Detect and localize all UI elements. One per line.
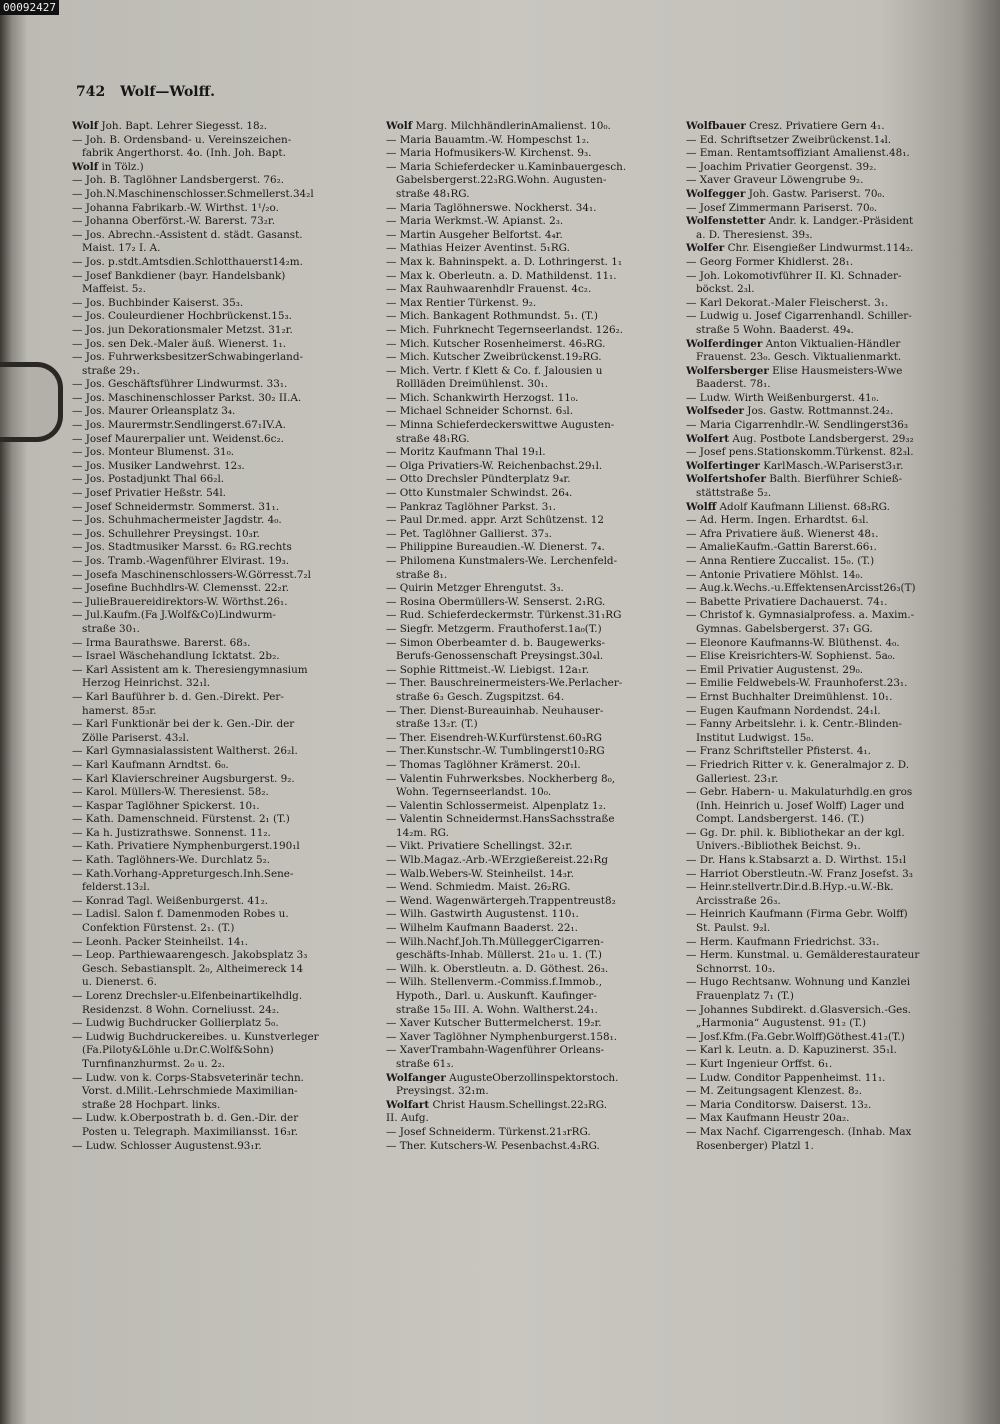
directory-entry-line: — Karl Bauführer b. d. Gen.-Direkt. Per- — [72, 690, 284, 703]
directory-entry-line: — Eugen Kaufmann Nordendst. 24₁l. — [686, 704, 881, 717]
directory-entry-line: — Jos. Stadtmusiker Marsst. 6₂ RG.rechts — [72, 541, 292, 554]
directory-column-3 — [686, 120, 986, 1153]
directory-entry-line: 14₂m. RG. — [396, 826, 449, 839]
directory-entry-line: Gesch. Sebastiansplt. 2₀, Altheimereck 14 — [82, 962, 304, 975]
directory-entry-line: — Joh. B. Taglöhner Landsbergerst. 76₂. — [72, 174, 285, 187]
directory-entry-line: — Karl k. Leutn. a. D. Kapuzinerst. 35₁l. — [686, 1044, 897, 1057]
directory-entry-line: — Mich. Bankagent Rothmundst. 5₁. (T.) — [386, 310, 598, 323]
directory-entry-line: Wolfegger Joh. Gastw. Pariserst. 70₀. — [686, 187, 885, 200]
directory-entry-line: — Paul Dr.med. appr. Arzt Schützenst. 12 — [386, 514, 604, 527]
directory-entry-line: — Xaver Graveur Löwengrube 9₂. — [686, 174, 864, 187]
directory-entry-line: Residenzst. 8 Wohn. Corneliusst. 24₂. — [82, 1003, 280, 1016]
directory-entry-line: — Karl Assistent am k. Theresiengymnasium — [72, 663, 308, 676]
directory-entry-line: Univers.-Bibliothek Beichst. 9₁. — [696, 840, 861, 853]
directory-entry-line: — Otto Drechsler Pündterplatz 9₄r. — [386, 473, 571, 486]
directory-entry-line: — Rud. Schieferdeckermstr. Türkenst.31₁RG — [386, 609, 622, 622]
directory-entry-line: — Wilhelm Kaufmann Baaderst. 22₁. — [386, 922, 578, 935]
directory-entry-line: — Anna Rentiere Zuccalist. 15₀. (T.) — [686, 555, 875, 567]
directory-entry-line: Gymnas. Gabelsbergerst. 37₁ GG. — [696, 622, 873, 635]
directory-entry-line: straße 30₁. — [82, 622, 140, 635]
page-number: 742 — [76, 84, 106, 100]
directory-entry-line: — Walb.Webers-W. Steinheilst. 14₃r. — [386, 867, 575, 880]
directory-column-1 — [72, 120, 374, 1153]
directory-entry-line: — Ther. Kutschers-W. Pesenbachst.4₃RG. — [386, 1139, 600, 1152]
directory-entry-line: Institut Ludwigst. 15₀. — [696, 731, 814, 744]
directory-entry-line: Wolfertinger KarlMasch.-W.Pariserst3₁r. — [686, 459, 904, 472]
directory-entry-line: — Josef Maurerpalier unt. Weidenst.6c₂. — [72, 432, 284, 445]
directory-entry-line: — Konrad Tagl. Weißenburgerst. 41₂. — [72, 894, 269, 907]
directory-entry-line: — Maria Schieferdecker u.Kaminbauergesch. — [386, 160, 627, 173]
directory-entry-line: — Heinrich Kaufmann (Firma Gebr. Wolff) — [686, 908, 908, 921]
directory-entry-line: — Gebr. Habern- u. Makulaturhdlg.en gros — [686, 786, 913, 799]
directory-entry-line: — Max Rentier Türkenst. 9₂. — [386, 296, 537, 309]
directory-entry-line: — Leonh. Packer Steinheilst. 14₁. — [72, 935, 248, 948]
directory-entry-line: — Jos. Buchbinder Kaiserst. 35₃. — [72, 296, 244, 309]
directory-entry-line: — Ludw. Schlosser Augustenst.93₁r. — [72, 1139, 262, 1152]
directory-entry-line: felderst.13₂l. — [82, 881, 150, 894]
directory-entry-line: Schnorrst. 10₃. — [696, 962, 776, 975]
directory-entry-line: — AmalieKaufm.-Gattin Barerst.66₁. — [686, 541, 877, 554]
directory-entry-line: — Siegfr. Metzgerm. Frauthoferst.1a₀(T.) — [386, 622, 602, 635]
directory-entry-line: Wolfart Christ Hausm.Schellingst.22₃RG. — [386, 1098, 608, 1111]
directory-entry-line: — Valentin Fuhrwerksbes. Nockherberg 8₀, — [386, 772, 616, 785]
directory-entry-line: Herzog Heinrichst. 32₁l. — [82, 677, 211, 690]
directory-entry-line: — Wilh. Stellenverm.-Commiss.f.Immob., — [386, 976, 603, 989]
directory-entry-line: straße 6₃ Gesch. Zugspitzst. 64. — [396, 690, 565, 703]
directory-entry-line: (Fa.Piloty&Löhle u.Dr.C.Wolf&Sohn) — [82, 1044, 274, 1057]
directory-entry-line: — Ludwig Buchdruckereibes. u. Kunstverleger — [72, 1030, 319, 1043]
directory-entry-line: II. Aufg. — [386, 1112, 429, 1125]
directory-entry-line: straße 8₁. — [396, 568, 448, 581]
directory-entry-line: — Sophie Rittmeist.-W. Liebigst. 12a₁r. — [386, 663, 590, 676]
directory-entry-line: — Ludwig u. Josef Cigarrenhandl. Schiller- — [686, 310, 912, 323]
directory-entry-line: — Jos. Couleurdiener Hochbrückenst.15₃. — [72, 310, 292, 323]
directory-entry-line: Hypoth., Darl. u. Auskunft. Kaufinger- — [396, 990, 597, 1002]
directory-entry-line: Galleriest. 23₁r. — [696, 772, 779, 785]
directory-entry-line: — Mich. Vertr. f Klett & Co. f. Jalousien u — [386, 364, 603, 377]
directory-entry-line: — Wilh. Gastwirth Augustenst. 110₁. — [386, 908, 579, 921]
directory-entry-line: — Xaver Taglöhner Nymphenburgerst.158₁. — [386, 1030, 618, 1043]
directory-entry-line: — Babette Privatiere Dachauerst. 74₁. — [686, 595, 888, 608]
directory-entry-line: — Wlb.Magaz.-Arb.-WErzgießereist.22₁Rg — [386, 854, 609, 867]
directory-entry-line: Preysingst. 32₁m. — [396, 1085, 489, 1098]
directory-entry-line: — Ther. Eisendreh-W.Kurfürstenst.60₃RG — [386, 731, 602, 744]
directory-entry-line: Posten u. Telegraph. Maximiliansst. 16₃r. — [82, 1125, 298, 1138]
directory-entry-line: — Maria Taglöhnerswe. Nockherst. 34₁. — [386, 201, 597, 214]
directory-entry-line: — Simon Oberbeamter d. b. Baugewerks- — [386, 636, 605, 649]
directory-entry-line: u. Dienerst. 6. — [82, 976, 157, 989]
directory-entry-line: — Otto Kunstmaler Schwindst. 26₄. — [386, 487, 573, 500]
directory-entry-line: (Inh. Heinrich u. Josef Wolff) Lager und — [696, 799, 905, 812]
directory-entry-line: — Eman. Rentamtsoffiziant Amalienst.48₁. — [686, 147, 910, 160]
directory-entry-line: — Martin Ausgeher Belfortst. 4₄r. — [386, 228, 563, 241]
directory-entry-line: Wolfseder Jos. Gastw. Rottmannst.24₂. — [686, 405, 894, 418]
directory-entry-line: — Georg Former Khidlerst. 28₁. — [686, 255, 854, 268]
directory-entry-line: Wolfer Chr. Eisengießer Lindwurmst.114₂. — [686, 242, 914, 255]
directory-entry-line: Maffeist. 5₂. — [82, 283, 146, 296]
directory-entry-line: — Maria Werkmst.-W. Apianst. 2₃. — [386, 215, 564, 228]
directory-entry-line: — Ther. Dienst-Bureauinhab. Neuhauser- — [386, 704, 604, 717]
directory-entry-line: — Valentin Schlossermeist. Alpenplatz 1₂. — [386, 799, 607, 812]
directory-entry-line: — Heinr.stellvertr.Dir.d.B.Hyp.-u.W.-Bk. — [686, 881, 894, 894]
directory-entry-line: — Josefine Buchhdlrs-W. Clemensst. 22₂r. — [72, 582, 289, 595]
directory-entry-line: — Ludw. Wirth Weißenburgerst. 41₀. — [686, 391, 880, 404]
directory-entry-line: Vorst. d.Milit.-Lehrschmiede Maximilian- — [82, 1085, 298, 1098]
directory-entry-line: fabrik Angerthorst. 4o. (Inh. Joh. Bapt. — [82, 147, 286, 160]
directory-entry-line: „Harmonia“ Augustenst. 91₂ (T.) — [696, 1017, 867, 1030]
directory-entry-line: Wohn. Tegernseerlandst. 10₀. — [396, 786, 552, 799]
directory-entry-line: — Wend. Wagenwärtergeh.Trappentreust8₂ — [386, 894, 616, 907]
directory-entry-line: — Karl Dekorat.-Maler Fleischerst. 3₁. — [686, 296, 889, 309]
directory-entry-line: Compt. Landsbergerst. 146. (T.) — [696, 813, 865, 826]
directory-entry-line: — Jos. Maschinenschlosser Parkst. 30₂ II.A. — [72, 391, 302, 404]
directory-entry-line: Baaderst. 78₁. — [696, 378, 771, 391]
directory-entry-line: straße 48₁RG. — [396, 432, 470, 445]
directory-entry-line: — Jos. Maurermstr.Sendlingerst.67₁IV.A. — [72, 419, 286, 432]
directory-entry-line: Wolfbauer Cresz. Privatiere Gern 4₁. — [686, 120, 885, 132]
directory-entry-line: — Ludwig Buchdrucker Gollierplatz 5₀. — [72, 1017, 279, 1030]
directory-entry-line: — Kath. Taglöhners-We. Durchlatz 5₂. — [72, 854, 271, 867]
directory-entry-line: — Quirin Metzger Ehrengutst. 3₃. — [386, 582, 564, 595]
directory-entry-line: Wolfersberger Elise Hausmeisters-Wwe — [686, 364, 903, 377]
directory-entry-line: — Maria Hofmusikers-W. Kirchenst. 9₃. — [386, 147, 592, 160]
directory-entry-line: St. Paulst. 9₂l. — [696, 922, 771, 935]
directory-entry-line: Wolfert Aug. Postbote Landsbergerst. 29₃₂ — [686, 432, 914, 445]
directory-entry-line: — Irma Baurathswe. Barerst. 68₃. — [72, 636, 251, 649]
directory-entry-line: Maist. 17₂ I. A. — [82, 242, 161, 255]
directory-entry-line: — Rosina Obermüllers-W. Senserst. 2₁RG. — [386, 595, 606, 608]
directory-entry-line: — Mich. Schankwirth Herzogst. 11₀. — [386, 391, 579, 404]
directory-entry-line: straße 29₁. — [82, 364, 140, 377]
directory-entry-line: — Max k. Oberleutn. a. D. Mathildenst. 11₁. — [386, 269, 617, 282]
directory-entry-line: Rosenberger) Platzl 1. — [696, 1139, 814, 1152]
directory-entry-line: Wolf Marg. MilchhändlerinAmalienst. 10₀. — [386, 120, 611, 132]
binder-clip — [0, 362, 63, 442]
directory-entry-line: — Johannes Subdirekt. d.Glasversich.-Ges. — [686, 1003, 911, 1016]
directory-entry-line: — Xaver Kutscher Buttermelcherst. 19₂r. — [386, 1017, 602, 1030]
directory-entry-line: Wolfenstetter Andr. k. Landger.-Präsident — [686, 215, 914, 228]
directory-entry-line: — Gg. Dr. phil. k. Bibliothekar an der kgl. — [686, 826, 905, 839]
directory-entry-line: — Ad. Herm. Ingen. Erhardtst. 6₃l. — [686, 514, 869, 527]
directory-entry-line: — Ther. Bauschreinermeisters-We.Perlacher- — [386, 677, 623, 690]
directory-entry-line: — Jos. Abrechn.-Assistent d. städt. Gasanst. — [72, 228, 303, 241]
directory-entry-line: — Mathias Heizer Aventinst. 5₁RG. — [386, 242, 570, 255]
directory-entry-line: — Max k. Bahninspekt. a. D. Lothringerst. 1₁ — [386, 255, 623, 268]
directory-entry-line: — Emil Privatier Augustenst. 29₀. — [686, 663, 864, 676]
directory-entry-line: — Leop. Parthiewaarengesch. Jakobsplatz 3₃ — [72, 949, 308, 962]
directory-entry-line: — Mich. Fuhrknecht Tegernseerlandst. 126₂. — [386, 323, 624, 336]
directory-entry-line: Wolff Adolf Kaufmann Lilienst. 68₃RG. — [686, 500, 890, 513]
directory-entry-line: — Eleonore Kaufmanns-W. Blüthenst. 4₀. — [686, 636, 900, 649]
directory-entry-line: — Josef Schneiderm. Türkenst.21₃rRG. — [386, 1125, 591, 1138]
directory-entry-line: — Jos. Musiker Landwehrst. 12₃. — [72, 459, 245, 472]
directory-entry-line: Frauenst. 23₀. Gesch. Viktualienmarkt. — [696, 351, 902, 364]
directory-entry-line: — Jos. Monteur Blumenst. 31₀. — [72, 446, 235, 459]
directory-entry-line: straße 61₃. — [396, 1057, 454, 1070]
directory-entry-line: — Ludw. k.Oberpostrath b. d. Gen.-Dir. der — [72, 1112, 299, 1125]
directory-entry-line: straße 28 Hochpart. links. — [82, 1098, 221, 1111]
directory-entry-line: — Kurt Ingenieur Orffst. 6₁. — [686, 1057, 833, 1070]
directory-entry-line: — Josef Bankdiener (bayr. Handelsbank) — [72, 269, 286, 282]
directory-entry-line: Turnfinanzhurmst. 2₀ u. 2₂. — [82, 1057, 226, 1070]
directory-entry-line: — Wilh.Nachf.Joh.Th.MülleggerCigarren- — [386, 935, 604, 948]
directory-entry-line: — Franz Schriftsteller Pfisterst. 4₁. — [686, 745, 871, 758]
directory-entry-line: — Ernst Buchhalter Dreimühlenst. 10₁. — [686, 690, 893, 703]
directory-entry-line: — Elise Kreisrichters-W. Sophienst. 5a₀. — [686, 650, 896, 663]
directory-entry-line: — Valentin Schneidermst.HansSachsstraße — [386, 813, 615, 826]
directory-entry-line: — Max Nachf. Cigarrengesch. (Inhab. Max — [686, 1125, 912, 1138]
directory-entry-line: — Kath. Damenschneid. Fürstenst. 2₁ (T.) — [72, 813, 290, 826]
directory-entry-line: — Maria Cigarrenhdlr.-W. Sendlingerst36₃ — [686, 419, 909, 432]
directory-entry-line: — XaverTrambahn-Wagenführer Orleans- — [386, 1044, 605, 1057]
directory-entry-line: a. D. Theresienst. 39₃. — [696, 228, 813, 241]
directory-entry-line: — Moritz Kaufmann Thal 19₁l. — [386, 446, 546, 459]
directory-entry-line: — Maria Bauamtm.-W. Hompeschst 1₂. — [386, 133, 590, 146]
directory-entry-line: — Olga Privatiers-W. Reichenbachst.29₁l. — [386, 459, 603, 472]
directory-entry-line: — Jos. sen Dek.-Maler äuß. Wienerst. 1₁. — [72, 337, 287, 350]
directory-entry-line: — Lorenz Drechsler-u.Elfenbeinartikelhdlg. — [72, 990, 303, 1002]
directory-entry-line: stättstraße 5₂. — [696, 487, 772, 500]
directory-entry-line: — Maria Conditorsw. Daiserst. 13₂. — [686, 1098, 872, 1111]
directory-entry-line: — Jos. Schullehrer Preysingst. 10₃r. — [72, 527, 260, 540]
directory-entry-line: Berufs-Genossenschaft Preysingst.30₄l. — [396, 650, 604, 663]
directory-entry-line: — Vikt. Privatiere Schellingst. 32₁r. — [386, 840, 573, 853]
directory-column-2 — [386, 120, 680, 1153]
directory-entry-line: — Jos. Schuhmachermeister Jagdstr. 4₀. — [72, 514, 282, 527]
directory-entry-line: — Mich. Kutscher Zweibrückenst.19₂RG. — [386, 351, 602, 364]
directory-entry-line: — Herm. Kaufmann Friedrichst. 33₁. — [686, 935, 880, 948]
page-head-range: Wolf—Wolff. — [120, 84, 215, 100]
directory-entry-line: straße 13₂r. (T.) — [396, 718, 478, 731]
directory-entry-line: — Joachim Privatier Georgenst. 39₂. — [686, 160, 877, 173]
directory-entry-line: Arcisstraße 26₃. — [696, 894, 781, 907]
directory-entry-line: Wolf in Tölz.) — [72, 160, 144, 173]
directory-entry-line: — Jul.Kaufm.(Fa J.Wolf&Co)Lindwurm- — [72, 609, 276, 622]
directory-entry-line: — Thomas Taglöhner Krämerst. 20₁l. — [386, 758, 581, 771]
directory-entry-line: — Michael Schneider Schornst. 6₃l. — [386, 405, 574, 418]
directory-entry-line: — Ludw. von k. Corps-Stabsveterinär techn. — [72, 1071, 304, 1084]
archive-id-label: 00092427 — [0, 0, 59, 15]
directory-entry-line: — Kaspar Taglöhner Spickerst. 10₁. — [72, 799, 260, 812]
directory-entry-line: — Emilie Feldwebels-W. Fraunhoferst.23₁. — [686, 677, 908, 690]
directory-entry-line: — Ladisl. Salon f. Damenmoden Robes u. — [72, 908, 289, 921]
directory-entry-line: — Josef pens.Stationskomm.Türkenst. 82₃l. — [686, 446, 914, 459]
directory-entry-line: — Dr. Hans k.Stabsarzt a. D. Wirthst. 15₁l — [686, 854, 907, 867]
directory-entry-line: — Philomena Kunstmalers-We. Lerchenfeld- — [386, 555, 618, 567]
directory-entry-line: — Fanny Arbeitslehr. i. k. Centr.-Blinden- — [686, 718, 903, 731]
directory-entry-line: — Ludw. Conditor Pappenheimst. 11₁. — [686, 1071, 886, 1084]
directory-entry-line: — Pet. Taglöhner Gallierst. 37₃. — [386, 527, 552, 540]
directory-entry-line: — Josef Privatier Heßstr. 54l. — [72, 487, 226, 500]
directory-entry-line: straße 48₁RG. — [396, 187, 470, 200]
directory-entry-line: straße 5 Wohn. Baaderst. 49₄. — [696, 323, 854, 336]
directory-entry-line: — Wend. Schmiedm. Maist. 26₂RG. — [386, 881, 571, 894]
directory-entry-line: — Afra Privatiere äuß. Wienerst 48₁. — [686, 527, 879, 540]
directory-entry-line: Wolf Joh. Bapt. Lehrer Siegesst. 18₂. — [72, 120, 268, 132]
directory-entry-line: — Harriot Oberstleutn.-W. Franz Josefst. 3₃ — [686, 867, 913, 880]
directory-entry-line: — Jos. Tramb.-Wagenführer Elvirast. 19₃. — [72, 555, 290, 567]
directory-entry-line: straße 15₀ III. A. Wohn. Waltherst.24₁. — [396, 1003, 598, 1016]
directory-entry-line: — Karl Funktionär bei der k. Gen.-Dir. der — [72, 718, 295, 731]
directory-entry-line: — Karl Kaufmann Arndtst. 6₀. — [72, 758, 229, 771]
directory-entry-line: — Kath. Privatiere Nymphenburgerst.190₁l — [72, 840, 300, 853]
directory-entry-line: — Josefa Maschinenschlossers-W.Görresst.7₂l — [72, 568, 311, 581]
directory-entry-line: — Jos. FuhrwerksbesitzerSchwabingerland- — [72, 351, 303, 364]
directory-entry-line: Frauenplatz 7₁ (T.) — [696, 990, 794, 1002]
directory-entry-line: Wolfertshofer Balth. Bierführer Schieß- — [686, 473, 903, 486]
directory-entry-line: hamerst. 85₃r. — [82, 704, 157, 717]
directory-entry-line: — Hugo Rechtsanw. Wohnung und Kanzlei — [686, 976, 911, 989]
directory-entry-line: — Max Rauhwaarenhdlr Frauenst. 4c₂. — [386, 283, 592, 296]
directory-entry-line: — Josf.Kfm.(Fa.Gebr.Wolff)Göthest.41₂(T.) — [686, 1030, 905, 1043]
directory-entry-line: — Jos. Geschäftsführer Lindwurmst. 33₁. — [72, 378, 288, 391]
directory-entry-line: — Christof k. Gymnasialprofess. a. Maxim.- — [686, 609, 915, 622]
directory-entry-line: böckst. 2₃l. — [696, 283, 755, 296]
directory-entry-line: — Jos. Postadjunkt Thal 66₂l. — [72, 473, 225, 486]
directory-entry-line: — Philippine Bureaudien.-W. Dienerst. 7₄. — [386, 541, 605, 554]
directory-entry-line: Wolfanger AugusteOberzollinspektorstoch. — [386, 1071, 619, 1084]
directory-entry-line: — Pankraz Taglöhner Parkst. 3₁. — [386, 500, 556, 513]
directory-entry-line: — Wilh. k. Oberstleutn. a. D. Göthest. 26₃. — [386, 962, 609, 975]
directory-entry-line: — JulieBrauereidirektors-W. Wörthst.26₁. — [72, 595, 288, 608]
directory-entry-line: — Josef Zimmermann Pariserst. 70₀. — [686, 201, 878, 214]
directory-entry-line: — Israel Wäschehandlung Icktatst. 2b₂. — [72, 650, 280, 663]
directory-entry-line: — M. Zeitungsagent Klenzest. 8₂. — [686, 1085, 863, 1098]
directory-entry-line: — Josef Schneidermstr. Sommerst. 31₁. — [72, 500, 280, 513]
running-head — [76, 84, 225, 100]
directory-entry-line: — Ther.Kunstschr.-W. Tumblingerst10₂RG — [386, 745, 605, 758]
directory-entry-line: — Johanna Oberförst.-W. Barerst. 73₂r. — [72, 215, 275, 228]
directory-entry-line: — Herm. Kunstmal. u. Gemälderestaurateur — [686, 949, 920, 962]
directory-entry-line: — Jos. jun Dekorationsmaler Metzst. 31₂r. — [72, 323, 293, 336]
directory-entry-line: — Johanna Fabrikarb.-W. Wirthst. 1¹/₂o. — [72, 201, 279, 214]
directory-entry-line: — Minna Schieferdeckerswittwe Augusten- — [386, 419, 615, 432]
directory-entry-line: — Ka h. Justizrathswe. Sonnenst. 11₂. — [72, 826, 271, 839]
directory-entry-line: — Antonie Privatiere Möhlst. 14₀. — [686, 568, 863, 581]
directory-entry-line: geschäfts-Inhab. Müllerst. 21₀ u. 1. (T.) — [396, 949, 602, 962]
directory-entry-line: Confektion Fürstenst. 2₁. (T.) — [82, 922, 235, 935]
directory-entry-line: — Max Kaufmann Heustr 20a₂. — [686, 1112, 850, 1125]
directory-entry-line: — Mich. Kutscher Rosenheimerst. 46₃RG. — [386, 337, 606, 350]
directory-entry-line: — Joh. Lokomotivführer II. Kl. Schnader- — [686, 269, 902, 282]
directory-entry-line: Gabelsbergerst.22₃RG.Wohn. Augusten- — [396, 174, 607, 187]
directory-entry-line: — Karl Klavierschreiner Augsburgerst. 9₂. — [72, 772, 295, 785]
directory-entry-line: — Jos. Maurer Orleansplatz 3₄. — [72, 405, 236, 418]
directory-entry-line: — Aug.k.Wechs.-u.EffektensenArcisst26₃(T) — [686, 582, 916, 595]
directory-entry-line: — Friedrich Ritter v. k. Generalmajor z. D. — [686, 758, 910, 771]
directory-entry-line: — Karol. Müllers-W. Theresienst. 58₂. — [72, 786, 269, 799]
directory-entry-line: Zölle Pariserst. 43₂l. — [82, 731, 190, 744]
directory-entry-line: — Ed. Schriftsetzer Zweibrückenst.1₄l. — [686, 133, 892, 146]
directory-entry-line: — Jos. p.stdt.Amtsdien.Schlotthauerst14₂m. — [72, 255, 303, 268]
directory-entry-line: — Joh. B. Ordensband- u. Vereinszeichen- — [72, 133, 292, 146]
directory-entry-line: — Joh.N.Maschinenschlosser.Schmellerst.34₂l — [72, 187, 314, 200]
directory-entry-line: Rollläden Dreimühlenst. 30₁. — [396, 378, 549, 391]
directory-entry-line: — Kath.Vorhang-Appreturgesch.Inh.Sene- — [72, 867, 294, 880]
directory-entry-line: — Karl Gymnasialassistent Waltherst. 26₂l. — [72, 745, 298, 758]
directory-entry-line: Wolferdinger Anton Viktualien-Händler — [686, 337, 901, 350]
